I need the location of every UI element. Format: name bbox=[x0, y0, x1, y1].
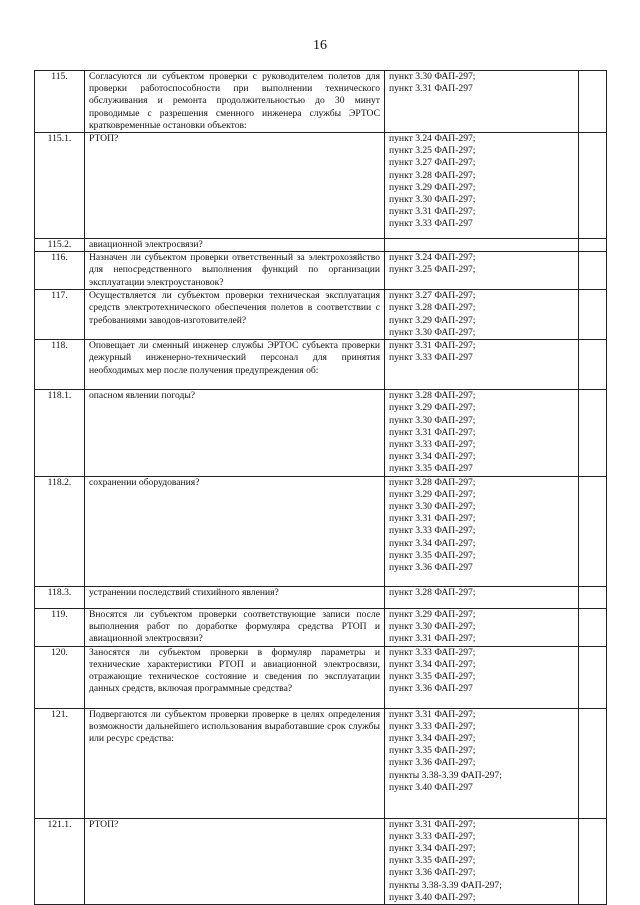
item-references bbox=[385, 818, 579, 904]
reference-line: пункт 3.27 ФАП-297; bbox=[389, 290, 476, 302]
item-references bbox=[385, 646, 579, 708]
item-references bbox=[385, 252, 579, 290]
item-references bbox=[385, 290, 579, 340]
item-question: Подвергаются ли субъектом проверки проверке в целях определения возможности дальнейшего использования выработавшие срок службы или ресурс средства: bbox=[85, 708, 385, 818]
mark-cell bbox=[579, 390, 607, 476]
reference-line: пункты 3.38-3.39 ФАП-297; bbox=[389, 769, 502, 781]
reference-line: пункт 3.28 ФАП-297; bbox=[389, 390, 476, 402]
item-question: РТОП? bbox=[85, 133, 385, 239]
item-question: Осуществляется ли субъектом проверки техническая эксплуатация средств электротехнического обеспечения полетов в соответствии с требованиями заводов-изготовителей? bbox=[85, 290, 385, 340]
reference-line: пункт 3.31 ФАП-297; bbox=[389, 818, 476, 830]
mark-cell bbox=[579, 708, 607, 818]
reference-line: пункт 3.30 ФАП-297; bbox=[389, 326, 476, 338]
item-question: Заносятся ли субъектом проверки в формуляр параметры и технические характеристики РТОП и авиационной электросвязи, отражающие техническое состояние и сведения по эксплуатации данных средств, включая программные средства? bbox=[85, 646, 385, 708]
reference-line: пункт 3.33 ФАП-297 bbox=[389, 218, 473, 230]
reference-line: пункт 3.30 ФАП-297; bbox=[389, 194, 476, 206]
mark-cell bbox=[579, 340, 607, 390]
reference-line: пункт 3.31 ФАП-297; bbox=[389, 633, 476, 645]
reference-line: пункт 3.34 ФАП-297; bbox=[389, 733, 476, 745]
reference-line: пункт 3.29 ФАП-297; bbox=[389, 402, 476, 414]
table-row bbox=[35, 252, 607, 290]
item-question: Оповещает ли сменный инженер службы ЭРТОС субъекта проверки дежурный инженерно-технический персонал для принятия необходимых мер после получения предупреждения об: bbox=[85, 340, 385, 390]
reference-line: пункт 3.34 ФАП-297; bbox=[389, 451, 476, 463]
reference-line: пункт 3.35 ФАП-297; bbox=[389, 745, 476, 757]
item-number: 121. bbox=[35, 708, 85, 818]
item-question: устранении последствий стихийного явления? bbox=[85, 586, 385, 608]
reference-line: пункт 3.33 ФАП-297; bbox=[389, 525, 476, 537]
reference-line: пункт 3.33 ФАП-297; bbox=[389, 720, 476, 732]
checklist-table bbox=[34, 70, 607, 905]
reference-line: пункт 3.31 ФАП-297; bbox=[389, 206, 476, 218]
page-number: 16 bbox=[313, 38, 327, 53]
reference-line: пункт 3.29 ФАП-297; bbox=[389, 314, 476, 326]
reference-line: пункт 3.27 ФАП-297; bbox=[389, 157, 476, 169]
table-row bbox=[35, 290, 607, 340]
reference-line: пункт 3.25 ФАП-297; bbox=[389, 145, 476, 157]
item-number: 121.1. bbox=[35, 818, 85, 904]
reference-line: пункт 3.34 ФАП-297; bbox=[389, 658, 476, 670]
item-number: 115.1. bbox=[35, 133, 85, 239]
reference-line: пункт 3.28 ФАП-297; bbox=[389, 586, 476, 598]
item-question: авиационной электросвязи? bbox=[85, 239, 385, 252]
reference-line: пункт 3.31 ФАП-297; bbox=[389, 340, 476, 352]
reference-line: пункт 3.30 ФАП-297; bbox=[389, 501, 476, 513]
mark-cell bbox=[579, 252, 607, 290]
reference-line: пункт 3.30 ФАП-297; bbox=[389, 414, 476, 426]
reference-line: пункт 3.34 ФАП-297; bbox=[389, 843, 476, 855]
item-number: 118.1. bbox=[35, 390, 85, 476]
item-references bbox=[385, 608, 579, 646]
mark-cell bbox=[579, 71, 607, 133]
reference-line: пункт 3.35 ФАП-297; bbox=[389, 671, 476, 683]
reference-line: пункт 3.24 ФАП-297; bbox=[389, 252, 476, 264]
reference-line: пункт 3.40 ФАП-297; bbox=[389, 891, 476, 903]
mark-cell bbox=[579, 586, 607, 608]
reference-line: пункт 3.29 ФАП-297; bbox=[389, 488, 476, 500]
reference-line: пункт 3.33 ФАП-297 bbox=[389, 352, 473, 364]
item-number: 118.3. bbox=[35, 586, 85, 608]
item-number: 116. bbox=[35, 252, 85, 290]
table-row bbox=[35, 133, 607, 239]
reference-line: пункт 3.28 ФАП-297; bbox=[389, 169, 476, 181]
mark-cell bbox=[579, 818, 607, 904]
item-references bbox=[385, 390, 579, 476]
reference-line: пункт 3.36 ФАП-297 bbox=[389, 562, 473, 574]
item-references bbox=[385, 340, 579, 390]
reference-line: пункт 3.36 ФАП-297; bbox=[389, 867, 476, 879]
item-question: Согласуются ли субъектом проверки с руководителем полетов для проверки работоспособности при выполнении технического обслуживания и ремонта продолжительностью до 30 минут проводимые с разрешения сменного инженера службы ЭРТОС кратковременные остановки объектов: bbox=[85, 71, 385, 133]
reference-line: пункт 3.31 ФАП-297 bbox=[389, 83, 473, 95]
item-question: Назначен ли субъектом проверки ответственный за электрохозяйство для непосредственного выполнения функций по организации эксплуатации электроустановок? bbox=[85, 252, 385, 290]
mark-cell bbox=[579, 290, 607, 340]
table-row bbox=[35, 239, 607, 252]
reference-line: пункт 3.31 ФАП-297; bbox=[389, 426, 476, 438]
reference-line: пункт 3.31 ФАП-297; bbox=[389, 708, 476, 720]
reference-line: пункт 3.28 ФАП-297; bbox=[389, 476, 476, 488]
mark-cell bbox=[579, 646, 607, 708]
item-question: Вносятся ли субъектом проверки соответствующие записи после выполнения работ по доработке формуляра средства РТОП и авиационной электросвязи? bbox=[85, 608, 385, 646]
table-row bbox=[35, 608, 607, 646]
reference-line: пункт 3.29 ФАП-297; bbox=[389, 181, 476, 193]
item-references bbox=[385, 708, 579, 818]
table-row bbox=[35, 390, 607, 476]
item-number: 115. bbox=[35, 71, 85, 133]
table-row bbox=[35, 71, 607, 133]
item-references bbox=[385, 71, 579, 133]
item-references bbox=[385, 133, 579, 239]
reference-line: пункт 3.28 ФАП-297; bbox=[389, 302, 476, 314]
reference-line: пункт 3.33 ФАП-297; bbox=[389, 830, 476, 842]
reference-line: пункт 3.31 ФАП-297; bbox=[389, 513, 476, 525]
table-row bbox=[35, 476, 607, 586]
item-question: опасном явлении погоды? bbox=[85, 390, 385, 476]
reference-line: пункт 3.34 ФАП-297; bbox=[389, 537, 476, 549]
item-number: 117. bbox=[35, 290, 85, 340]
reference-line: пункт 3.33 ФАП-297; bbox=[389, 439, 476, 451]
mark-cell bbox=[579, 608, 607, 646]
item-number: 119. bbox=[35, 608, 85, 646]
item-number: 118. bbox=[35, 340, 85, 390]
reference-line: пункт 3.35 ФАП-297 bbox=[389, 463, 473, 475]
item-references bbox=[385, 239, 579, 252]
reference-line: пункт 3.29 ФАП-297; bbox=[389, 608, 476, 620]
reference-line: пункт 3.24 ФАП-297; bbox=[389, 133, 476, 145]
reference-line: пункт 3.35 ФАП-297; bbox=[389, 855, 476, 867]
reference-line: пункт 3.36 ФАП-297 bbox=[389, 683, 473, 695]
reference-line: пункты 3.38-3.39 ФАП-297; bbox=[389, 879, 502, 891]
table-row bbox=[35, 818, 607, 904]
reference-line: пункт 3.35 ФАП-297; bbox=[389, 549, 476, 561]
item-question: РТОП? bbox=[85, 818, 385, 904]
mark-cell bbox=[579, 476, 607, 586]
reference-line: пункт 3.30 ФАП-297; bbox=[389, 620, 476, 632]
item-number: 115.2. bbox=[35, 239, 85, 252]
reference-line: пункт 3.25 ФАП-297; bbox=[389, 264, 476, 276]
reference-line: пункт 3.40 ФАП-297 bbox=[389, 781, 473, 793]
reference-line: пункт 3.36 ФАП-297; bbox=[389, 757, 476, 769]
table-row bbox=[35, 340, 607, 390]
table-row bbox=[35, 708, 607, 818]
item-references bbox=[385, 476, 579, 586]
item-number: 118.2. bbox=[35, 476, 85, 586]
reference-line: пункт 3.33 ФАП-297; bbox=[389, 646, 476, 658]
item-number: 120. bbox=[35, 646, 85, 708]
mark-cell bbox=[579, 239, 607, 252]
table-row bbox=[35, 586, 607, 608]
reference-line: пункт 3.30 ФАП-297; bbox=[389, 71, 476, 82]
item-question: сохранении оборудования? bbox=[85, 476, 385, 586]
mark-cell bbox=[579, 133, 607, 239]
item-references bbox=[385, 586, 579, 608]
table-row bbox=[35, 646, 607, 708]
